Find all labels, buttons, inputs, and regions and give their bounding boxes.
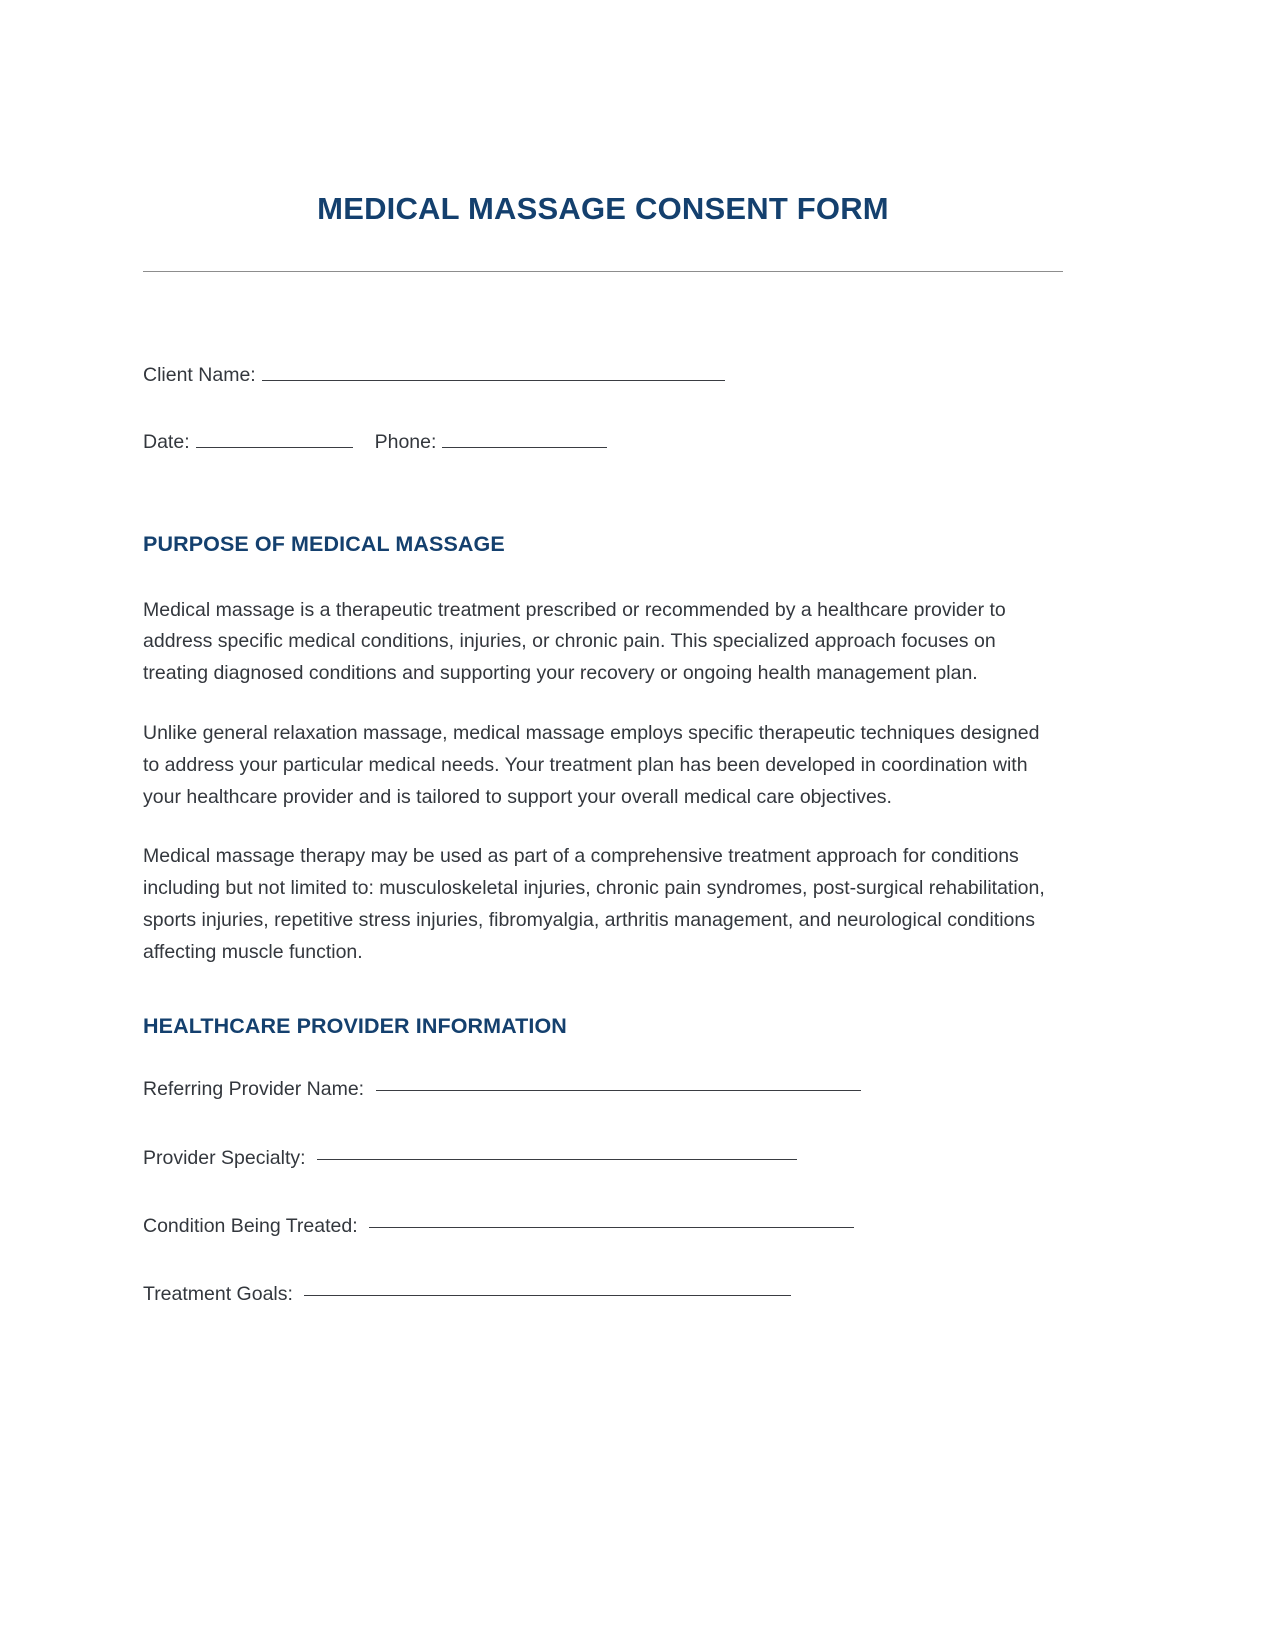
condition-being-treated-label: Condition Being Treated: [143, 1215, 358, 1237]
referring-provider-name-label: Referring Provider Name: [143, 1078, 365, 1101]
provider-specialty-label: Provider Specialty: [143, 1146, 306, 1169]
section-heading-purpose: PURPOSE OF MEDICAL MASSAGE [143, 531, 505, 556]
date-phone-row [143, 429, 1063, 455]
date-input[interactable] [196, 447, 353, 448]
client-info-block [143, 362, 1063, 455]
purpose-paragraph-3: Medical massage therapy may be used as part of a comprehensive treatment approach for conditions including but not limited to: musculoskeletal injuries, chronic pain syndromes, post-surgical rehabilitation, sports injuries, repetitive stress injuries, fibromyalgia, arthritis management, and neurological conditions affecting muscle function. [143, 845, 1045, 963]
document-content [143, 0, 1063, 1308]
phone-input[interactable] [442, 447, 607, 448]
treatment-goals-row [143, 1281, 1063, 1307]
section-heading-provider: HEALTHCARE PROVIDER INFORMATION [143, 1013, 567, 1038]
phone-label: Phone: [374, 430, 437, 453]
provider-specialty-input[interactable] [317, 1159, 797, 1160]
condition-being-treated-row [143, 1213, 1063, 1239]
treatment-goals-input[interactable] [304, 1295, 791, 1296]
client-name-label: Client Name: [143, 364, 256, 387]
referring-provider-name-input[interactable] [376, 1090, 861, 1091]
treatment-goals-label: Treatment Goals: [143, 1283, 293, 1306]
referring-provider-name-row [143, 1076, 1063, 1102]
provider-info-block [143, 1076, 1063, 1307]
date-label: Date: [143, 430, 190, 453]
provider-specialty-row [143, 1145, 1063, 1171]
purpose-paragraph-2: Unlike general relaxation massage, medical massage employs specific therapeutic techniques designed to address your particular medical needs. Your treatment plan has been developed in coordination with your healthcare provider and is tailored to support your overall medical care objectives. [143, 722, 1040, 808]
page-title: MEDICAL MASSAGE CONSENT FORM [317, 191, 889, 226]
client-name-input[interactable] [262, 380, 725, 381]
condition-being-treated-input[interactable] [369, 1227, 854, 1228]
title-divider [143, 271, 1063, 272]
client-name-row [143, 362, 1063, 388]
purpose-paragraph-1: Medical massage is a therapeutic treatment prescribed or recommended by a healthcare provider to address specific medical conditions, injuries, or chronic pain. This specialized approach focuses on treating diagnosed conditions and supporting your recovery or ongoing health management plan. [143, 598, 1006, 685]
